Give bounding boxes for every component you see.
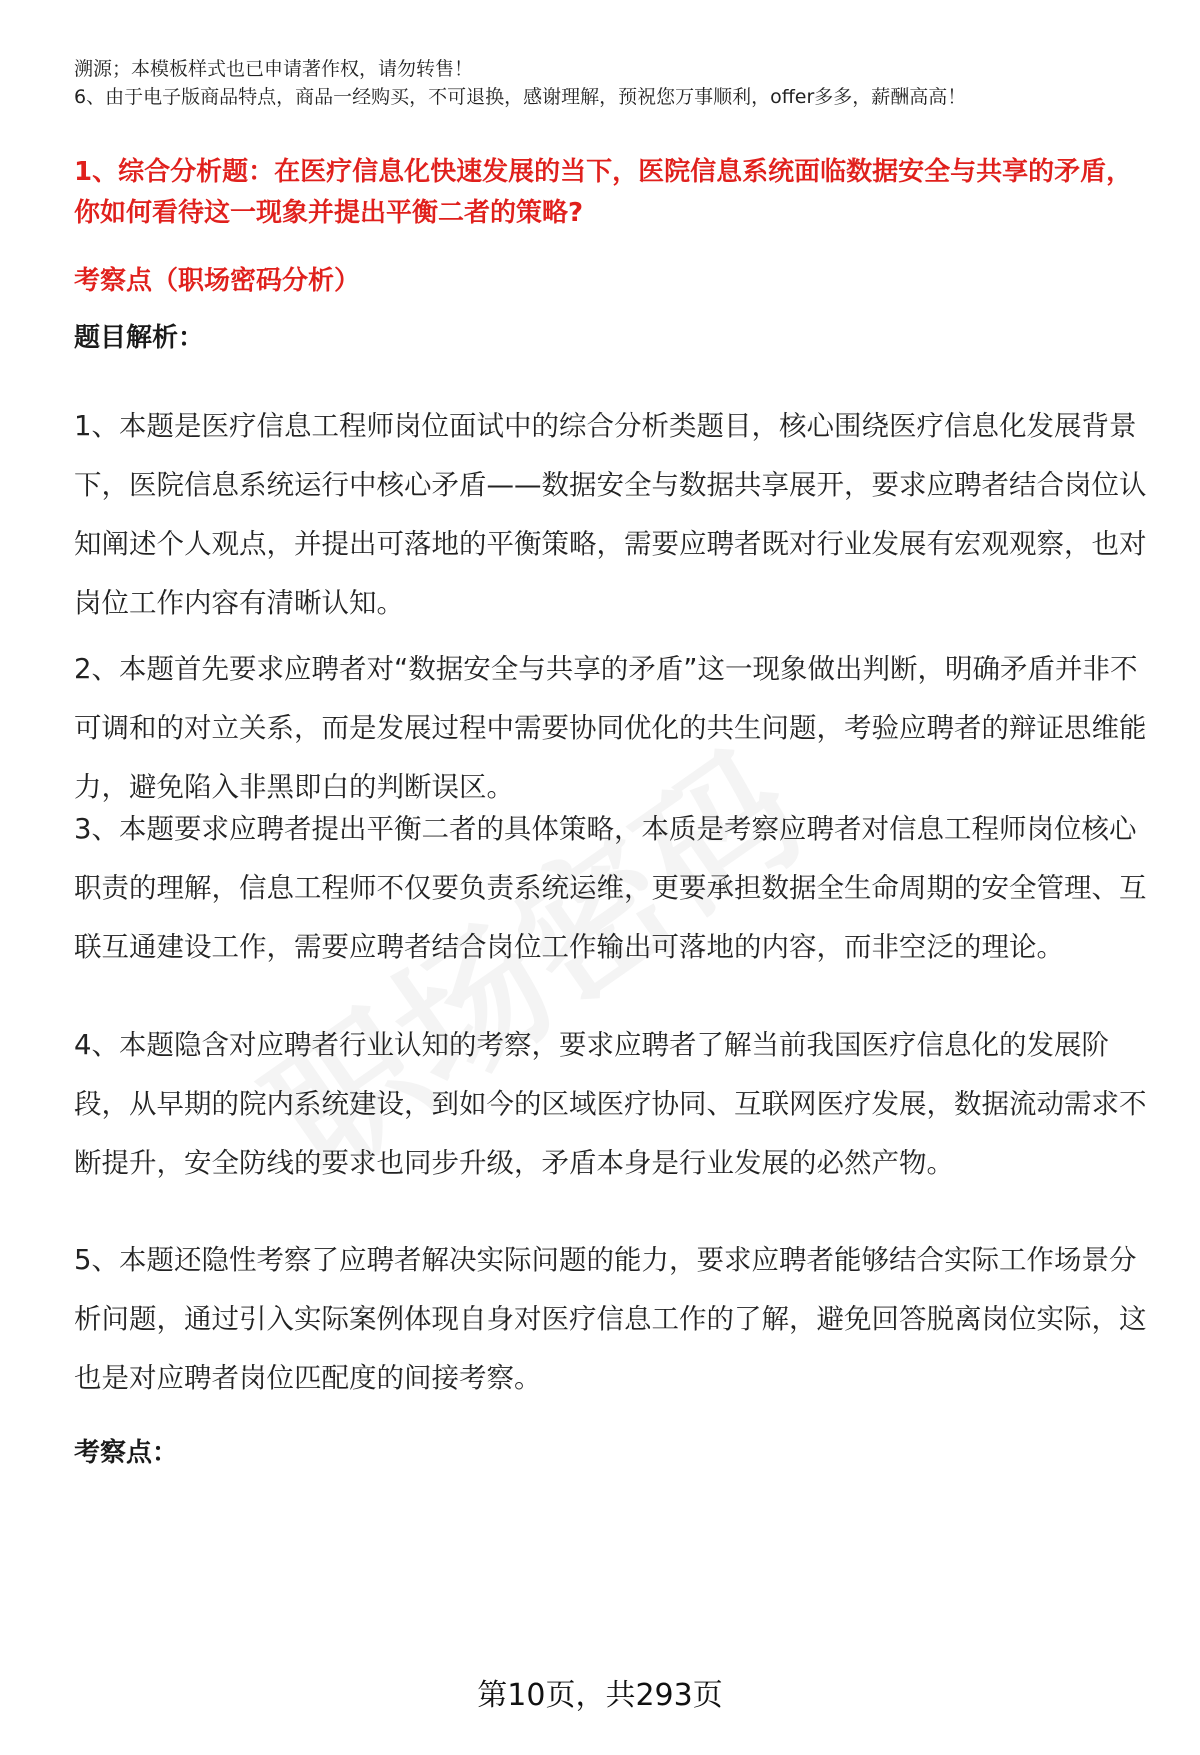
- header-note-1: 溯源；本模板样式也已申请著作权，请勿转售！: [74, 58, 474, 80]
- header-note-2: 6、由于电子版商品特点，商品一经购买，不可退换，感谢理解，预祝您万事顺利，offer多多，薪酬高高！: [74, 86, 967, 108]
- question-title: 1、综合分析题：在医疗信息化快速发展的当下，医院信息系统面临数据安全与共享的矛盾，你如何看待这一现象并提出平衡二者的策略?: [74, 157, 1133, 228]
- analysis-paragraph-1: 1、本题是医疗信息工程师岗位面试中的综合分析类题目，核心围绕医疗信息化发展背景下，医院信息系统运行中核心矛盾——数据安全与数据共享展开，要求应聘者结合岗位认知阐述个人观点，并提出可落地的平衡策略，需要应聘者既对行业发展有宏观观察，也对岗位工作内容有清晰认知。: [74, 410, 1147, 619]
- analysis-paragraph-3: 3、本题要求应聘者提出平衡二者的具体策略，本质是考察应聘者对信息工程师岗位核心职责的理解，信息工程师不仅要负责系统运维，更要承担数据全生命周期的安全管理、互联互通建设工作，需要应聘者结合岗位工作输出可落地的内容，而非空泛的理论。: [74, 813, 1147, 963]
- analysis-paragraph-5: 5、本题还隐性考察了应聘者解决实际问题的能力，要求应聘者能够结合实际工作场景分析问题，通过引入实际案例体现自身对医疗信息工作的了解，避免回答脱离岗位实际，这也是对应聘者岗位匹配度的间接考察。: [74, 1244, 1147, 1394]
- analysis-heading: 题目解析：: [74, 323, 205, 353]
- analysis-paragraph-4: 4、本题隐含对应聘者行业认知的考察，要求应聘者了解当前我国医疗信息化的发展阶段，从早期的院内系统建设，到如今的区域医疗协同、互联网医疗发展，数据流动需求不断提升，安全防线的要求也同步升级，矛盾本身是行业发展的必然产物。: [74, 1029, 1147, 1179]
- exam-point-heading: 考察点：: [74, 1438, 179, 1468]
- analysis-paragraph-2: 2、本题首先要求应聘者对“数据安全与共享的矛盾”这一现象做出判断，明确矛盾并非不可调和的对立关系，而是发展过程中需要协同优化的共生问题，考验应聘者的辩证思维能力，避免陷入非黑即白的判断误区。: [74, 653, 1147, 803]
- exam-point-label: 考察点（职场密码分析）: [74, 266, 361, 296]
- page-number-footer: 第10页，共293页: [477, 1678, 723, 1713]
